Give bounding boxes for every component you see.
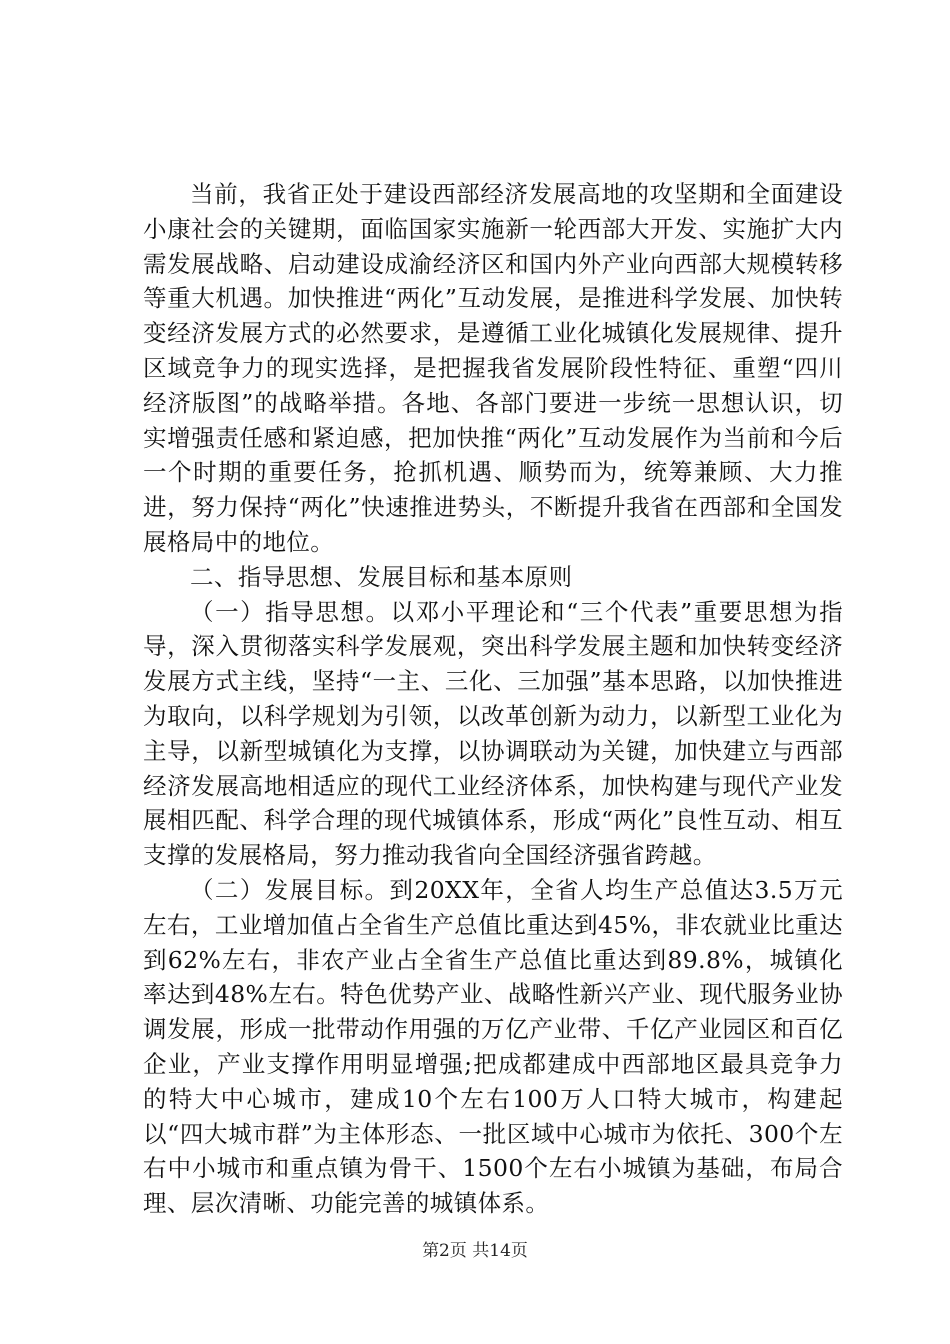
- page-number-footer: 第2页 共14页: [422, 1241, 528, 1261]
- paragraph-development-goals: （二）发展目标。到20XX年，全省人均生产总值达3.5万元左右，工业增加值占全省生产总值比重达到45%，非农就业比重达到62%左右，非农产业占全省生产总值比重达到89.8%，城镇化率达到48%左右。特色优势产业、战略性新兴产业、现代服务业协调发展，形成一批带动作用强的万亿产业带、千亿产业园区和百亿企业，产业支撑作用明显增强;把成都建成中西部地区最具竞争力的特大中心城市，建成10个左右100万人口特大城市，构建起以“四大城市群”为主体形态、一批区域中心城市为依托、300个左右中小城市和重点镇为骨干、1500个左右小城镇为基础，布局合理、层次清晰、功能完善的城镇体系。: [143, 875, 843, 1218]
- paragraph-intro: 当前，我省正处于建设西部经济发展高地的攻坚期和全面建设小康社会的关键期，面临国家实施新一轮西部大开发、实施扩大内需发展战略、启动建设成渝经济区和国内外产业向西部大规模转移等重大机遇。加快推进“两化”互动发展，是推进科学发展、加快转变经济发展方式的必然要求，是遵循工业化城镇化发展规律、提升区域竞争力的现实选择，是把握我省发展阶段性特征、重塑“四川经济版图”的战略举措。各地、各部门要进一步统一思想认识，切实增强责任感和紧迫感，把加快推“两化”互动发展作为当前和今后一个时期的重要任务，抢抓机遇、顺势而为，统筹兼顾、大力推进，努力保持“两化”快速推进势头，不断提升我省在西部和全国发展格局中的地位。: [143, 180, 843, 556]
- paragraph-guiding-ideology: （一）指导思想。以邓小平理论和“三个代表”重要思想为指导，深入贯彻落实科学发展观，突出科学发展主题和加快转变经济发展方式主线，坚持“一主、三化、三加强”基本思路，以加快推进为取向，以科学规划为引领，以改革创新为动力，以新型工业化为主导，以新型城镇化为支撑，以协调联动为关键，加快建立与西部经济发展高地相适应的现代工业经济体系，加快构建与现代产业发展相匹配、科学合理的现代城镇体系，形成“两化”良性互动、相互支撑的发展格局，努力推动我省向全国经济强省跨越。: [143, 597, 843, 870]
- document-body: [143, 177, 843, 1221]
- section-heading: 二、指导思想、发展目标和基本原则: [190, 562, 573, 591]
